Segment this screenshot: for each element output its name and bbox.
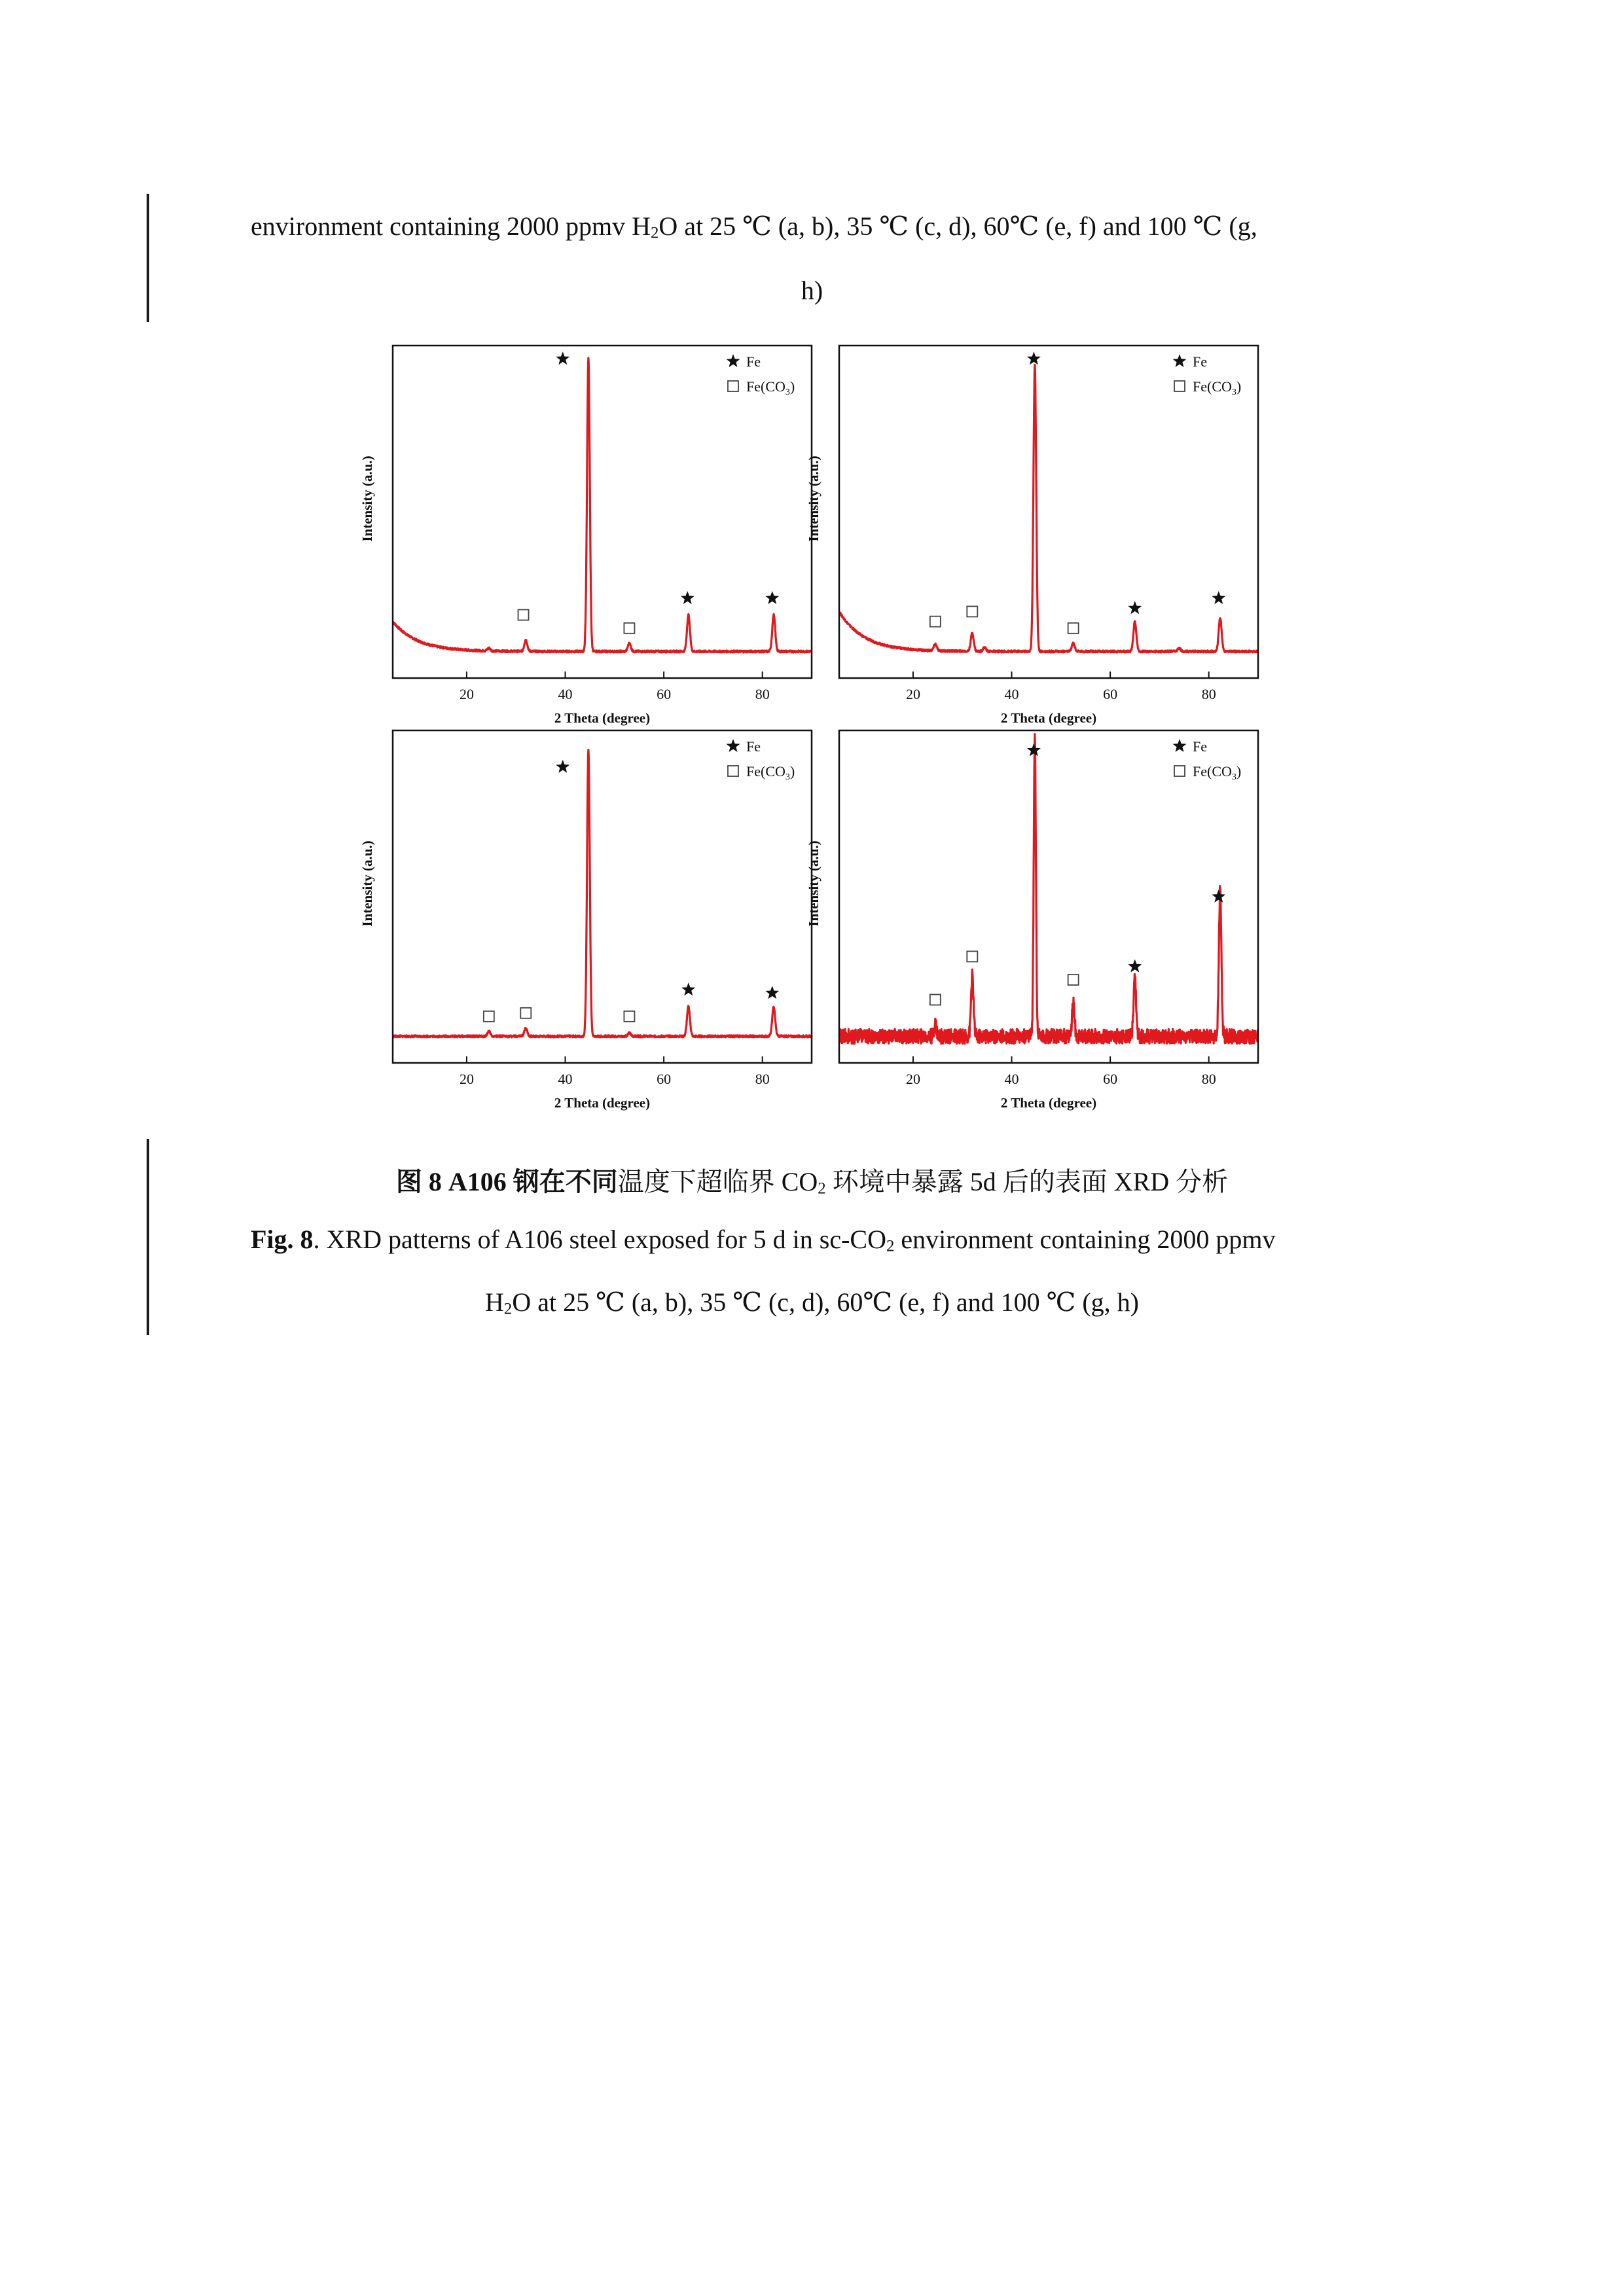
legend-fe-label: Fe [1193, 353, 1207, 370]
xrd-chart-3 [347, 720, 795, 1111]
xrd-panel-3 [347, 720, 795, 1111]
legend-feco3-symbol [1174, 381, 1185, 391]
xrd-chart-1 [347, 335, 795, 726]
xrd-trace [393, 358, 812, 653]
top-caption-line2: h) [801, 276, 823, 305]
x-tick-label: 40 [1004, 686, 1019, 702]
legend-fe-label: Fe [1193, 738, 1207, 755]
feco3-peak-marker [930, 994, 941, 1005]
feco3-peak-marker [484, 1011, 494, 1022]
feco3-peak-marker [520, 1008, 531, 1018]
y-axis-label: Intensity (a.u.) [806, 840, 821, 927]
fe-peak-marker [1128, 960, 1142, 973]
x-tick-label: 40 [558, 1071, 573, 1087]
feco3-peak-marker [930, 617, 941, 627]
x-axis-label: 2 Theta (degree) [1000, 710, 1097, 726]
xrd-chart-2 [793, 335, 1242, 726]
xrd-panel-4 [793, 720, 1242, 1111]
feco3-peak-marker [1068, 623, 1079, 634]
legend-feco3-symbol [728, 381, 738, 391]
feco3-peak-marker [1068, 975, 1079, 985]
plot-frame [393, 346, 812, 678]
legend-feco3-label: $Fe(CO_3)$ [1193, 763, 1242, 782]
xrd-trace [839, 734, 1258, 1044]
legend-feco3-symbol [1174, 766, 1185, 776]
legend-feco3-label: $Fe(CO_3)$ [746, 378, 795, 397]
figure-caption-cn: 图 8 A106 钢在不同温度下超临界 $CO_2$ 环境中暴露 5d 后的表面 XRD 分析 [395, 1167, 1229, 1198]
plot-frame [839, 346, 1258, 678]
legend-fe-label: Fe [746, 353, 761, 370]
plot-frame [393, 730, 812, 1063]
feco3-peak-marker [624, 1011, 634, 1022]
fe-peak-marker [1128, 601, 1142, 614]
xrd-trace [393, 750, 812, 1037]
fe-peak-marker [556, 351, 569, 365]
x-tick-label: 40 [558, 686, 573, 702]
x-tick-label: 60 [1103, 1071, 1118, 1087]
x-tick-label: 60 [657, 686, 672, 702]
legend-fe-symbol [727, 354, 740, 367]
fe-peak-marker [681, 982, 695, 996]
figure-caption-en-line2: $H_2O$ at 25 ℃ (a, b), 35 ℃ (c, d), 60℃ (e, f) and 100 ℃ (g, h) [485, 1287, 1139, 1318]
x-tick-label: 40 [1004, 1071, 1019, 1087]
fe-peak-marker [1212, 889, 1225, 903]
x-tick-label: 80 [755, 686, 770, 702]
figure-caption-en-line1: Fig. 8. XRD patterns of A106 steel exposed for 5 d in $sc-CO_2$ environment containing 2000 ppmv [251, 1225, 1276, 1255]
x-tick-label: 80 [1201, 1071, 1216, 1087]
feco3-peak-marker [967, 606, 977, 617]
x-tick-label: 80 [1201, 686, 1216, 702]
plot-frame [839, 730, 1258, 1063]
xrd-panel-1 [347, 335, 795, 726]
legend-feco3-symbol [728, 766, 738, 776]
y-axis-label: Intensity (a.u.) [359, 840, 375, 927]
x-tick-label: 20 [905, 1071, 920, 1087]
feco3-peak-marker [518, 609, 529, 620]
x-tick-label: 60 [657, 1071, 672, 1087]
x-axis-label: 2 Theta (degree) [554, 1095, 651, 1111]
fe-peak-marker [1212, 591, 1225, 604]
legend-fe-symbol [1173, 354, 1187, 367]
fe-peak-marker [681, 591, 695, 604]
legend-fe-symbol [1173, 739, 1187, 752]
xrd-chart-4 [793, 720, 1242, 1111]
xrd-trace [839, 365, 1258, 653]
x-tick-label: 20 [459, 1071, 474, 1087]
fe-peak-marker [765, 591, 779, 604]
x-tick-label: 80 [755, 1071, 770, 1087]
legend-fe-label: Fe [746, 738, 761, 755]
x-axis-label: 2 Theta (degree) [1000, 1095, 1097, 1111]
feco3-peak-marker [967, 951, 977, 961]
fe-peak-marker [556, 760, 569, 773]
legend-feco3-label: $Fe(CO_3)$ [746, 763, 795, 782]
x-axis-label: 2 Theta (degree) [554, 710, 651, 726]
x-tick-label: 20 [459, 686, 474, 702]
feco3-peak-marker [624, 623, 634, 634]
x-tick-label: 60 [1103, 686, 1118, 702]
legend-fe-symbol [727, 739, 740, 752]
top-caption-line1: environment containing 2000 ppmv $H_2O$ at 25 ℃ (a, b), 35 ℃ (c, d), 60℃ (e, f) and 100 ℃ (g, [251, 211, 1257, 242]
fe-peak-marker [765, 986, 779, 999]
y-axis-label: Intensity (a.u.) [359, 456, 375, 542]
y-axis-label: Intensity (a.u.) [806, 456, 821, 542]
legend-feco3-label: $Fe(CO_3)$ [1193, 378, 1242, 397]
fe-peak-marker [1027, 351, 1041, 365]
x-tick-label: 20 [905, 686, 920, 702]
xrd-panel-2 [793, 335, 1242, 726]
